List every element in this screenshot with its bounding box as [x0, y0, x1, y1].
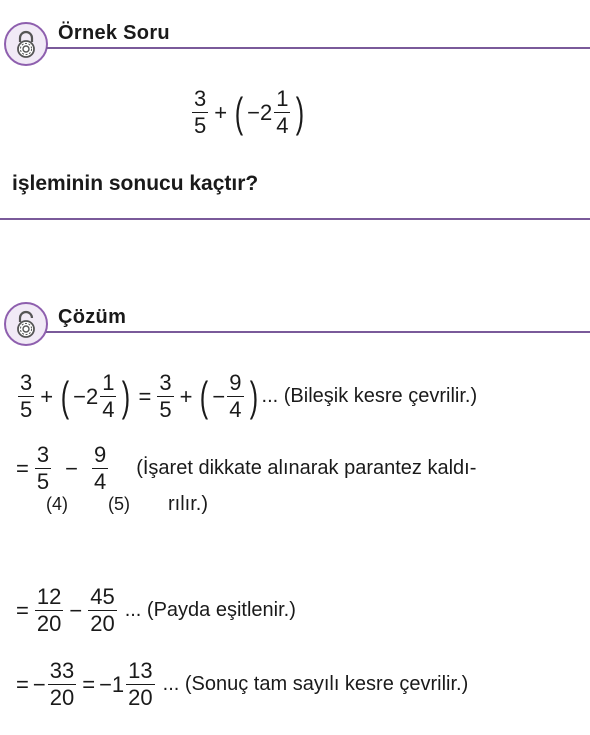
- fraction: $\frac{33}{20}$: [49, 658, 75, 710]
- multiplier-a: (4): [46, 494, 68, 514]
- example-question: işleminin sonucu kaçtır?: [12, 172, 259, 195]
- step-note: ... (Sonuç tam sayılı kesre çevrilir.): [162, 673, 469, 695]
- solution-title: Çözüm: [58, 306, 127, 328]
- section-divider: [0, 218, 590, 220]
- multiplier-b: (5): [108, 494, 130, 514]
- solution-title-underline: [46, 331, 590, 333]
- step-note: (İşaret dikkate alınarak parantez kaldı-: [136, 457, 477, 479]
- fraction: $\frac{9}{4}$: [93, 442, 107, 494]
- fraction: $\frac{3}{5}$: [36, 442, 50, 494]
- solution-line-1: $\frac{3}{5}$ + ( −2 $\frac{1}{4}$ ) = $\frac{3}{5}$ + ( − $\frac{9}{4}$ ) ... (Bileşik kesre çevrilir.): [20, 370, 478, 422]
- lock-open-icon: [4, 302, 48, 346]
- solution-line-2: = $\frac{3}{5}$ − $\frac{9}{4}$ (İşaret dikkate alınarak parantez kaldı-: [16, 442, 477, 494]
- fraction: $\frac{1}{4}$: [276, 86, 289, 138]
- example-expression: $\frac{3}{5}$ + ( −2 $\frac{1}{4}$ ): [194, 86, 305, 138]
- fraction: $\frac{9}{4}$: [229, 370, 242, 422]
- step-note: ... (Payda eşitlenir.): [124, 599, 296, 621]
- fraction: $\frac{12}{20}$: [36, 584, 62, 636]
- fraction: $\frac{45}{20}$: [90, 584, 115, 636]
- lock-closed-icon: [4, 22, 48, 66]
- fraction: $\frac{3}{5}$: [20, 370, 33, 422]
- fraction: $\frac{13}{20}$: [128, 658, 153, 710]
- solution-line-4: = − $\frac{33}{20}$ = −1 $\frac{13}{20}$ ... (Sonuç tam sayılı kesre çevrilir.): [16, 658, 469, 710]
- step-note: ... (Bileşik kesre çevrilir.): [261, 385, 478, 407]
- fraction: $\frac{3}{5}$: [194, 86, 207, 138]
- solution-line-3: = $\frac{12}{20}$ − $\frac{45}{20}$ ... (Payda eşitlenir.): [16, 584, 296, 636]
- fraction: $\frac{3}{5}$: [159, 370, 172, 422]
- step-note-continued: rılır.): [168, 493, 208, 515]
- example-title-underline: [46, 47, 590, 49]
- fraction: $\frac{1}{4}$: [102, 370, 115, 422]
- example-title: Örnek Soru: [58, 22, 170, 44]
